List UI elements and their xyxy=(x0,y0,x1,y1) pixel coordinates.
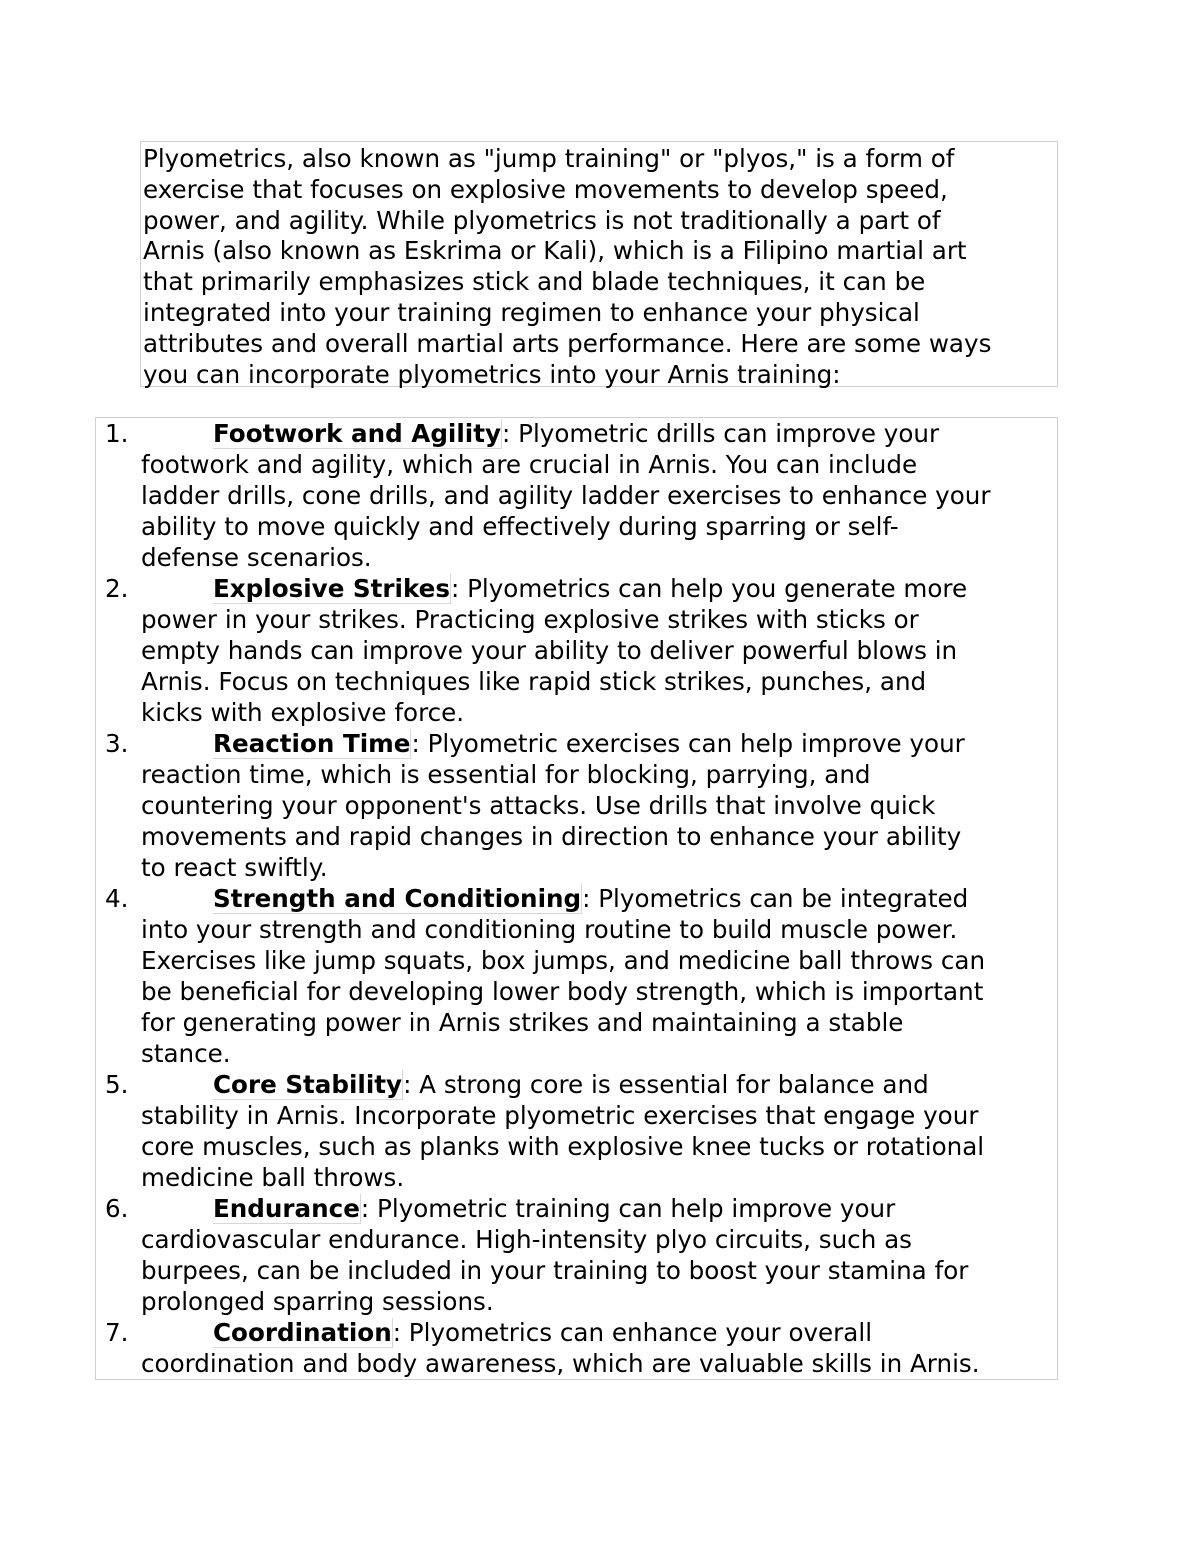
list-item-title-wrap xyxy=(141,729,411,758)
intro-paragraph xyxy=(140,141,1058,387)
list-item-title: Footwork and Agility xyxy=(213,419,502,448)
list-item-first-line xyxy=(141,1317,1057,1348)
list-item xyxy=(96,1193,1057,1317)
list-item-line: Arnis. Focus on techniques like rapid stick strikes, punches, and xyxy=(141,667,927,696)
list-item-title: Coordination xyxy=(213,1318,392,1347)
list-item-number: 7. xyxy=(105,1318,129,1347)
list-item-line: Exercises like jump squats, box jumps, and medicine ball throws can xyxy=(141,946,986,975)
list-item-line: prolonged sparring sessions. xyxy=(141,1287,494,1316)
list-item-text: : Plyometric drills can improve your xyxy=(502,419,940,448)
list-item-first-line xyxy=(141,573,1057,604)
intro-line: exercise that focuses on explosive movements to develop speed, xyxy=(143,174,948,204)
list-item-title: Strength and Conditioning xyxy=(213,884,582,913)
list-item-text: : Plyometric exercises can help improve your xyxy=(411,729,965,758)
list-item-line: for generating power in Arnis strikes and maintaining a stable xyxy=(141,1008,904,1037)
list-item-title: Endurance xyxy=(213,1194,360,1223)
list-item-number: 5. xyxy=(105,1070,129,1099)
list-item-line: stability in Arnis. Incorporate plyometric exercises that engage your xyxy=(141,1101,979,1130)
intro-line: power, and agility. While plyometrics is not traditionally a part of xyxy=(143,205,941,235)
list-item-text: : Plyometric training can help improve your xyxy=(360,1194,896,1223)
numbered-list xyxy=(95,417,1058,1380)
list-item-first-line xyxy=(141,883,1057,914)
list-item-text: : Plyometrics can help you generate more xyxy=(450,574,968,603)
list-item-line: reaction time, which is essential for blocking, parrying, and xyxy=(141,760,871,789)
list-item-line: stance. xyxy=(141,1039,231,1068)
list-item xyxy=(96,573,1057,728)
list-item-line: medicine ball throws. xyxy=(141,1163,405,1192)
list-item-title-wrap xyxy=(141,1318,393,1347)
list-item-line: core muscles, such as planks with explosive knee tucks or rotational xyxy=(141,1132,985,1161)
list-item xyxy=(96,418,1057,573)
list-item-title-wrap xyxy=(141,574,451,603)
list-item-first-line xyxy=(141,728,1057,759)
list-item-line: power in your strikes. Practicing explosive strikes with sticks or xyxy=(141,605,919,634)
list-item-title: Explosive Strikes xyxy=(213,574,450,603)
list-item-line: countering your opponent's attacks. Use drills that involve quick xyxy=(141,791,936,820)
list-item-number: 3. xyxy=(105,729,129,758)
list-item-title-wrap xyxy=(141,1070,403,1099)
list-item-line: empty hands can improve your ability to deliver powerful blows in xyxy=(141,636,958,665)
list-item-line: movements and rapid changes in direction to enhance your ability xyxy=(141,822,962,851)
list-item-title: Reaction Time xyxy=(213,729,411,758)
list-item-text: : Plyometrics can be integrated xyxy=(582,884,969,913)
list-item xyxy=(96,883,1057,1069)
list-item-first-line xyxy=(141,1069,1057,1100)
list-item-title-wrap xyxy=(141,1194,361,1223)
list-item xyxy=(96,728,1057,883)
list-item-line: defense scenarios. xyxy=(141,543,372,572)
list-item-line: into your strength and conditioning routine to build muscle power. xyxy=(141,915,958,944)
list-item-line: burpees, can be included in your training to boost your stamina for xyxy=(141,1256,969,1285)
list-item-line: cardiovascular endurance. High-intensity plyo circuits, such as xyxy=(141,1225,912,1254)
list-item-text: : A strong core is essential for balance and xyxy=(403,1070,929,1099)
list-item-first-line xyxy=(141,1193,1057,1224)
intro-line: attributes and overall martial arts performance. Here are some ways xyxy=(143,328,992,358)
list-item-line: to react swiftly. xyxy=(141,853,328,882)
intro-line: that primarily emphasizes stick and blade techniques, it can be xyxy=(143,267,926,297)
list-item-line: coordination and body awareness, which are valuable skills in Arnis. xyxy=(141,1349,980,1378)
list-item-line: kicks with explosive force. xyxy=(141,698,465,727)
list-item-title-wrap xyxy=(141,419,502,448)
list-item-line: ladder drills, cone drills, and agility ladder exercises to enhance your xyxy=(141,481,991,510)
list-item-line: ability to move quickly and effectively during sparring or self- xyxy=(141,512,899,541)
intro-line: Plyometrics, also known as "jump training" or "plyos," is a form of xyxy=(143,144,955,173)
list-item-text: : Plyometrics can enhance your overall xyxy=(392,1318,873,1347)
list-item-line: footwork and agility, which are crucial in Arnis. You can include xyxy=(141,450,918,479)
intro-line: you can incorporate plyometrics into your Arnis training: xyxy=(143,359,841,389)
list-item-number: 1. xyxy=(105,419,129,448)
intro-line: integrated into your training regimen to enhance your physical xyxy=(143,297,920,327)
list-item-number: 4. xyxy=(105,884,129,913)
list-item xyxy=(96,1069,1057,1193)
list-item xyxy=(96,1317,1057,1379)
list-item-title-wrap xyxy=(141,884,582,913)
list-item-title: Core Stability xyxy=(213,1070,403,1099)
list-item-number: 6. xyxy=(105,1194,129,1223)
list-item-line: be beneficial for developing lower body strength, which is important xyxy=(141,977,984,1006)
list-item-first-line xyxy=(141,418,1057,449)
intro-line: Arnis (also known as Eskrima or Kali), which is a Filipino martial art xyxy=(143,236,967,266)
list-item-number: 2. xyxy=(105,574,129,603)
